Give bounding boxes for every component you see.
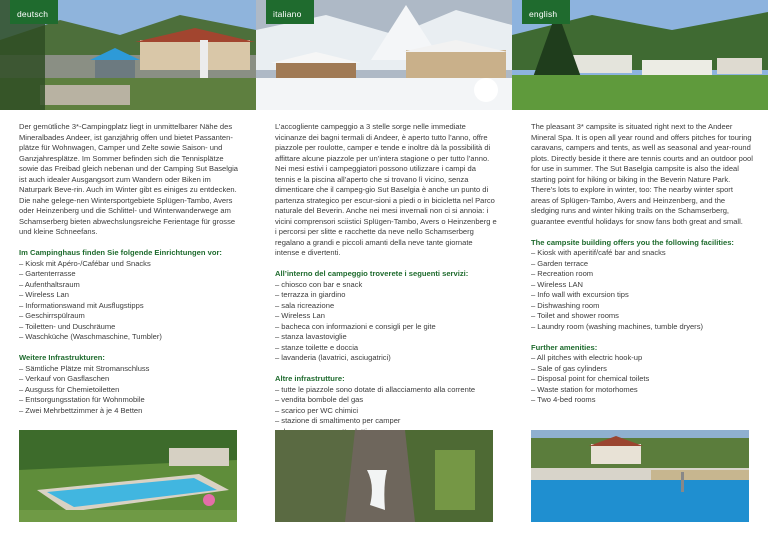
list-item: – Waschküche (Waschmaschine, Tumbler) — [19, 332, 162, 341]
swimming-pool-photo — [531, 430, 749, 522]
outdoor-pool-photo — [19, 430, 237, 522]
infrastructure-list — [531, 353, 753, 406]
list-item: – Recreation room — [531, 269, 594, 278]
list-item: – stanze toilette e doccia — [275, 342, 359, 352]
facilities-list — [531, 248, 753, 332]
list-item: – Waste station for motorhomes — [531, 384, 638, 394]
list-item: – Zwei Mehrbettzimmer à je 4 Betten — [19, 405, 143, 415]
intro-paragraph: Der gemütliche 3*-Campingplatz liegt in unmittelbarer Nähe des Mineralbades Andeer, ist ganzjährig offen und bietet Passanten-plätze für Wohnwagen, Camper und Zelte sowie Saison- und Ganzjahresplätze. Im Sommer befinden sich die Tennisplätze sowie das Freibad gleich nebenan und der Camping Sut Baselgia ist auch idealer Ausgangsort zum Wandern oder Biken im Naturpark Beve-rin. Auch im Winter gibt es einiges zu entdecken. Die nahe gelege-nen Wintersportgebiete Splügen-Tambo, Avers oder Heinzenberg und die Schlittel- und Winterwanderwege am Schamserberg bieten abwechslungsreiche Ferientage für grosse und kleine Schneefans. — [19, 122, 238, 236]
list-item: – terrazza in giardino — [275, 290, 346, 299]
waterfall-gorge-photo — [275, 430, 493, 522]
list-item: – Toiletten- und Duschräume — [19, 321, 116, 331]
facilities-heading: Im Campinghaus finden Sie folgende Einrichtungen vor: — [19, 248, 222, 257]
list-item: – Toilet and shower rooms — [531, 311, 619, 320]
list-item: – Entsorgungsstation für Wohnmobile — [19, 395, 145, 404]
text-block-deutsch — [19, 122, 241, 427]
list-item: – Verkauf von Gasflaschen — [19, 374, 110, 383]
list-item: – lavanderia (lavatrici, asciugatrici) — [275, 353, 391, 362]
column-deutsch — [0, 0, 256, 537]
infrastructure-heading: Altre infrastrutture: — [275, 374, 345, 383]
facilities-heading: All’interno del campeggio troverete i seguenti servizi: — [275, 269, 469, 278]
list-item: – stazione di smaltimento per camper — [275, 416, 401, 425]
intro-paragraph: The pleasant 3* campsite is situated right next to the Andeer Mineral Spa. It is open all year round and offers pitches for touring caravans, campers and tents, as well as seasonal and year-round plots. Directly beside it there are tennis courts and an outdoor pool for use in summer. The Sut Baselgia campsite is also the ideal starting point for hiking or biking in the Beverin Nature Park. There’s lots to explore in winter, too: The nearby winter sport areas of Splügen-Tambo, Avers and Heinzenberg, and the sledging runs and winter hiking trails on the Schamserberg, guarantee eventful holidays for snow fans both great and small. — [531, 122, 753, 226]
list-item: – Kiosk with aperitif/café bar and snacks — [531, 248, 666, 257]
list-item: – Geschirrspülraum — [19, 311, 85, 320]
list-item: – Laundry room (washing machines, tumble dryers) — [531, 321, 703, 331]
list-item: – All pitches with electric hook-up — [531, 353, 643, 362]
column-english — [512, 0, 768, 537]
language-tab-italiano[interactable]: italiano — [266, 0, 314, 24]
list-item: – Two 4-bed rooms — [531, 395, 596, 404]
list-item: – tutte le piazzole sono dotate di allacciamento alla corrente — [275, 384, 476, 394]
list-item: – Sale of gas cylinders — [531, 363, 607, 373]
facilities-list — [275, 280, 497, 364]
list-item: – stanza lavastoviglie — [275, 332, 347, 341]
list-item: – scarico per WC chimici — [275, 405, 359, 415]
list-item: – Sämtliche Plätze mit Stromanschluss — [19, 363, 150, 373]
column-italiano — [256, 0, 512, 537]
infrastructure-list — [19, 364, 241, 417]
language-tab-deutsch[interactable]: deutsch — [10, 0, 58, 24]
list-item: – Wireless Lan — [275, 311, 325, 320]
list-item: – Wireless Lan — [19, 290, 69, 299]
intro-paragraph: L’accogliente campeggio a 3 stelle sorge nelle immediate vicinanze dei bagni termali di Andeer, è aperto tutto l’anno, offre piazzole per roulotte, camper e tende e inoltre dà la possibilità di affittare alcune piazzole per un’intera stagione o per tutto l’anno. Nei mesi estivi i campeggiatori possono utilizzare i campi da tennis e la piscina all’aperto che si trovano lì vicino, senza dimenticare che il campeg-gio Sut Baselgia è anche un punto di partenza strategico per escur-sioni a piedi o in bicicletta nel Parco naturale del Beverin. Anche nei mesi invernali non ci si annoia: i vicini comprensori sciistici Splügen-Tambo, Avers o Heinzenberg e i percorsi per slitte e racchette da neve nello Schamserberg regalano a grandi e piccoli amanti della neve tante giornate intense e divertenti. — [275, 122, 497, 257]
infrastructure-heading: Weitere Infrastrukturen: — [19, 353, 105, 362]
list-item: – Dishwashing room — [531, 300, 600, 310]
list-item: – Gartenterrasse — [19, 269, 76, 278]
list-item: – Kiosk mit Apéro-/Cafébar und Snacks — [19, 258, 151, 268]
list-item: – Wireless LAN — [531, 279, 584, 289]
list-item: – sala ricreazione — [275, 300, 335, 310]
list-item: – Info wall with excursion tips — [531, 290, 629, 299]
list-item: – Disposal point for chemical toilets — [531, 374, 650, 383]
list-item: – bacheca con informazioni e consigli per le gite — [275, 321, 436, 331]
list-item: – Ausguss für Chemietoiletten — [19, 384, 120, 394]
text-block-english — [531, 122, 753, 416]
language-tab-english[interactable]: english — [522, 0, 570, 24]
infrastructure-heading: Further amenities: — [531, 342, 598, 352]
list-item: – chiosco con bar e snack — [275, 279, 363, 289]
list-item: – Garden terrace — [531, 258, 589, 268]
facilities-heading: The campsite building offers you the following facilities: — [531, 237, 734, 247]
list-item: – Aufenthaltsraum — [19, 279, 80, 289]
text-block-italiano — [275, 122, 497, 448]
list-item: – vendita bombole del gas — [275, 395, 364, 404]
facilities-list — [19, 259, 241, 343]
list-item: – Informationswand mit Ausflugstipps — [19, 300, 144, 310]
